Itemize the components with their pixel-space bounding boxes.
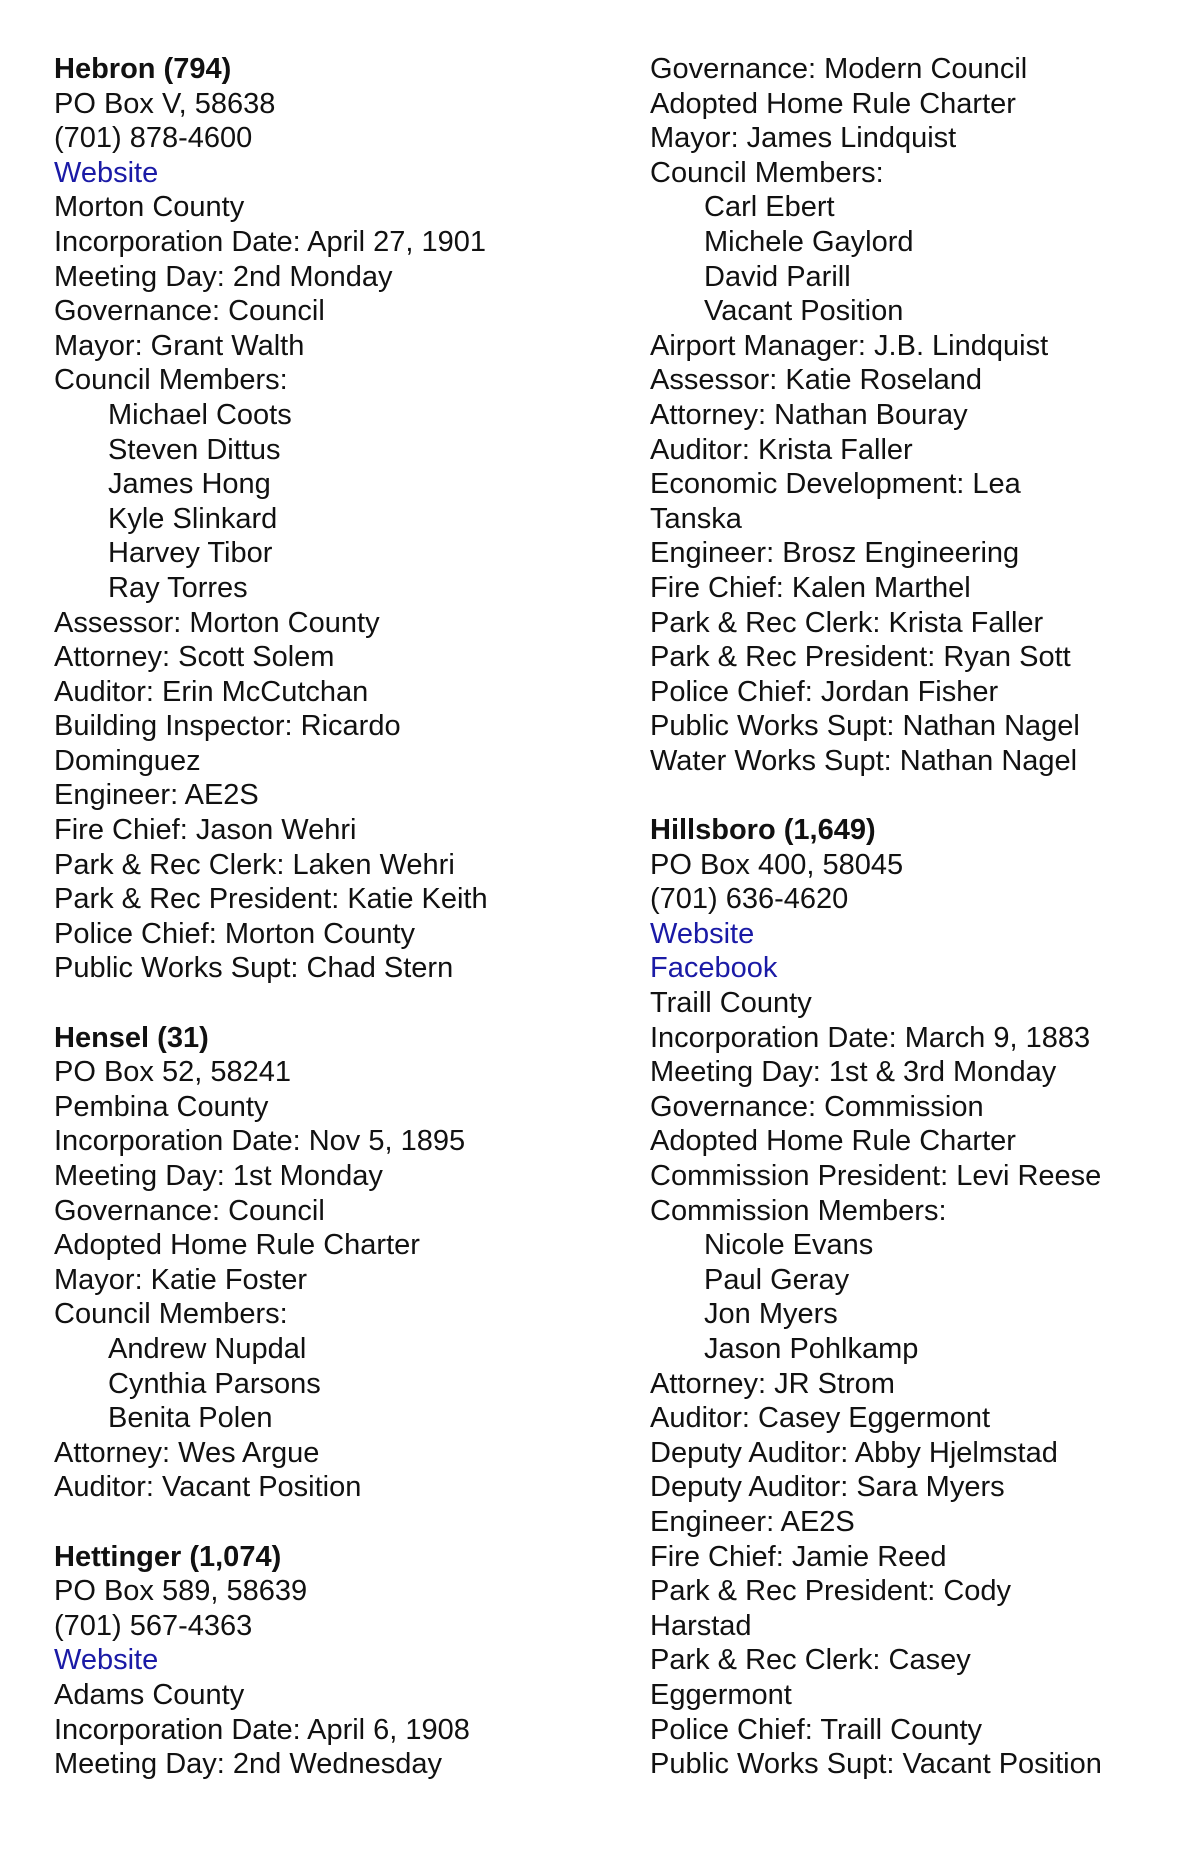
facebook-link-hillsboro[interactable]: Facebook <box>650 952 778 985</box>
attorney: Attorney: Nathan Bouray <box>650 398 968 431</box>
public-works-supt: Public Works Supt: Vacant Position <box>650 1748 1102 1781</box>
section-spacer <box>650 778 1190 813</box>
council-member: Andrew Nupdal <box>108 1332 307 1365</box>
incorporation-date: Incorporation Date: Nov 5, 1895 <box>54 1125 466 1158</box>
council-member: Steven Dittus <box>108 433 281 466</box>
engineer: Engineer: AE2S <box>650 1505 855 1538</box>
fire-chief: Fire Chief: Jamie Reed <box>650 1540 947 1573</box>
website-link-hebron[interactable]: Website <box>54 156 159 189</box>
county: Morton County <box>54 191 245 224</box>
commission-member: Paul Geray <box>704 1263 850 1296</box>
council-member: Harvey Tibor <box>108 537 273 570</box>
mayor: Mayor: Katie Foster <box>54 1263 308 1296</box>
park-rec-president: Park & Rec President: Katie Keith <box>54 883 488 916</box>
attorney: Attorney: JR Strom <box>650 1367 895 1400</box>
council-members-label: Council Members: <box>54 364 288 397</box>
building-inspector-cont: Dominguez <box>54 744 201 777</box>
home-rule-charter: Adopted Home Rule Charter <box>650 1125 1016 1158</box>
attorney: Attorney: Scott Solem <box>54 641 335 674</box>
phone: (701) 878-4600 <box>54 122 253 155</box>
phone: (701) 567-4363 <box>54 1609 253 1642</box>
governance: Governance: Commission <box>650 1090 984 1123</box>
police-chief: Police Chief: Traill County <box>650 1713 983 1746</box>
commission-member: Nicole Evans <box>704 1229 874 1262</box>
address: PO Box V, 58638 <box>54 87 276 120</box>
meeting-day: Meeting Day: 2nd Monday <box>54 260 393 293</box>
section-spacer <box>54 986 614 1021</box>
auditor: Auditor: Casey Eggermont <box>650 1402 991 1435</box>
governance: Governance: Council <box>54 295 325 328</box>
auditor: Auditor: Erin McCutchan <box>54 675 369 708</box>
meeting-day: Meeting Day: 2nd Wednesday <box>54 1748 442 1781</box>
city-heading-hebron: Hebron (794) <box>54 53 232 85</box>
economic-development-cont: Tanska <box>650 502 742 535</box>
council-member: Benita Polen <box>108 1402 273 1435</box>
park-rec-president: Park & Rec President: Ryan Sott <box>650 641 1071 674</box>
address: PO Box 400, 58045 <box>650 848 904 881</box>
public-works-supt: Public Works Supt: Nathan Nagel <box>650 710 1080 743</box>
water-works-supt: Water Works Supt: Nathan Nagel <box>650 744 1078 777</box>
county: Adams County <box>54 1678 245 1711</box>
council-member: Michele Gaylord <box>704 225 914 258</box>
police-chief: Police Chief: Jordan Fisher <box>650 675 999 708</box>
council-member: Michael Coots <box>108 398 292 431</box>
commission-member: Jason Pohlkamp <box>704 1332 919 1365</box>
council-member: Carl Ebert <box>704 191 835 224</box>
council-member: Kyle Slinkard <box>108 502 278 535</box>
deputy-auditor: Deputy Auditor: Sara Myers <box>650 1471 1005 1504</box>
website-link-hillsboro[interactable]: Website <box>650 917 755 950</box>
meeting-day: Meeting Day: 1st & 3rd Monday <box>650 1056 1057 1089</box>
assessor: Assessor: Morton County <box>54 606 380 639</box>
address: PO Box 589, 58639 <box>54 1575 308 1608</box>
city-heading-hillsboro: Hillsboro (1,649) <box>650 814 876 847</box>
mayor: Mayor: Grant Walth <box>54 329 305 362</box>
council-member: Ray Torres <box>108 571 248 604</box>
public-works-supt: Public Works Supt: Chad Stern <box>54 952 454 985</box>
website-link-hettinger[interactable]: Website <box>54 1644 159 1677</box>
county: Pembina County <box>54 1090 269 1123</box>
phone: (701) 636-4620 <box>650 883 849 916</box>
mayor: Mayor: James Lindquist <box>650 122 957 155</box>
address: PO Box 52, 58241 <box>54 1056 291 1089</box>
county: Traill County <box>650 987 812 1020</box>
council-members-label: Council Members: <box>650 156 884 189</box>
park-rec-clerk: Park & Rec Clerk: Casey <box>650 1644 971 1677</box>
section-spacer <box>54 1505 614 1540</box>
engineer: Engineer: Brosz Engineering <box>650 537 1020 570</box>
park-rec-president-cont: Harstad <box>650 1609 752 1642</box>
engineer: Engineer: AE2S <box>54 779 259 812</box>
park-rec-clerk: Park & Rec Clerk: Krista Faller <box>650 606 1044 639</box>
incorporation-date: Incorporation Date: March 9, 1883 <box>650 1021 1091 1054</box>
incorporation-date: Incorporation Date: April 27, 1901 <box>54 225 487 258</box>
home-rule-charter: Adopted Home Rule Charter <box>650 87 1016 120</box>
council-member: Vacant Position <box>704 295 904 328</box>
council-members-label: Council Members: <box>54 1298 288 1331</box>
fire-chief: Fire Chief: Kalen Marthel <box>650 571 971 604</box>
auditor: Auditor: Krista Faller <box>650 433 913 466</box>
attorney: Attorney: Wes Argue <box>54 1436 320 1469</box>
commission-members-label: Commission Members: <box>650 1194 947 1227</box>
assessor: Assessor: Katie Roseland <box>650 364 983 397</box>
economic-development: Economic Development: Lea <box>650 468 1021 501</box>
council-member: Cynthia Parsons <box>108 1367 321 1400</box>
incorporation-date: Incorporation Date: April 6, 1908 <box>54 1713 470 1746</box>
auditor: Auditor: Vacant Position <box>54 1471 362 1504</box>
council-member: David Parill <box>704 260 851 293</box>
governance: Governance: Modern Council <box>650 53 1028 85</box>
park-rec-president: Park & Rec President: Cody <box>650 1575 1012 1608</box>
airport-manager: Airport Manager: J.B. Lindquist <box>650 329 1049 362</box>
police-chief: Police Chief: Morton County <box>54 917 416 950</box>
building-inspector: Building Inspector: Ricardo <box>54 710 401 743</box>
city-heading-hettinger: Hettinger (1,074) <box>54 1540 282 1573</box>
right-column <box>650 52 1190 1782</box>
commission-president: Commission President: Levi Reese <box>650 1160 1102 1192</box>
city-heading-hensel: Hensel (31) <box>54 1021 209 1054</box>
commission-member: Jon Myers <box>704 1298 838 1331</box>
deputy-auditor: Deputy Auditor: Abby Hjelmstad <box>650 1436 1058 1469</box>
park-rec-clerk-cont: Eggermont <box>650 1678 792 1711</box>
home-rule-charter: Adopted Home Rule Charter <box>54 1229 420 1262</box>
left-column <box>54 52 614 1782</box>
council-member: James Hong <box>108 468 271 501</box>
governance: Governance: Council <box>54 1194 325 1227</box>
meeting-day: Meeting Day: 1st Monday <box>54 1160 383 1192</box>
park-rec-clerk: Park & Rec Clerk: Laken Wehri <box>54 848 455 881</box>
fire-chief: Fire Chief: Jason Wehri <box>54 814 357 847</box>
